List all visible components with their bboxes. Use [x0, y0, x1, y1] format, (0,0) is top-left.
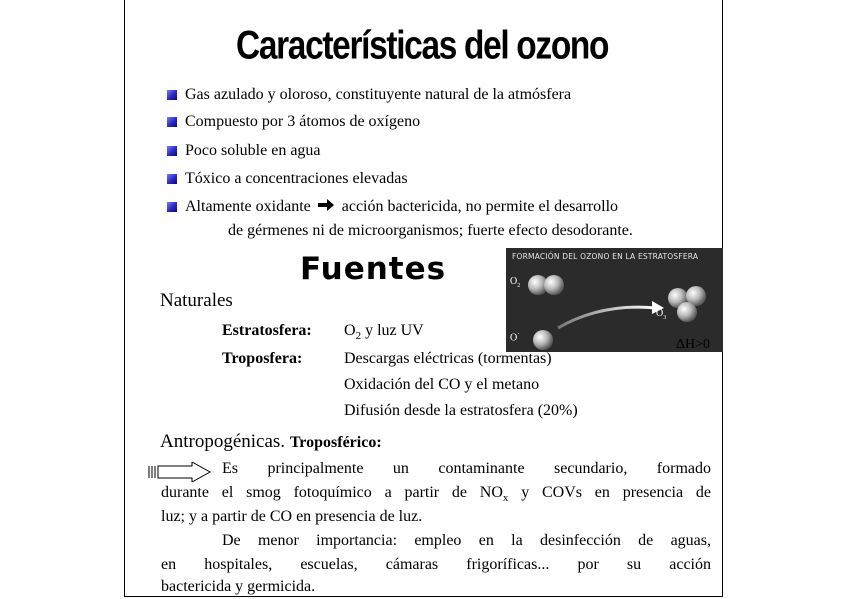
antropogenicas-heading — [160, 431, 382, 453]
antropogenicas-label: Antropogénicas. — [160, 431, 286, 452]
bullet-text: Poco soluble en agua — [185, 142, 321, 159]
paragraph1-line1: Es principalmente un contaminante secundario, formado — [222, 460, 711, 477]
bullet-text: Gas azulado y oloroso, constituyente natural de la atmósfera — [185, 86, 572, 103]
right-arrow-icon — [318, 198, 335, 212]
bullet-square-icon — [167, 202, 177, 212]
bullet-square-icon — [167, 90, 177, 100]
o2-label: $O_2$ — [510, 276, 521, 289]
troposfera-item: Oxidación del CO y el metano — [344, 376, 540, 393]
paragraph1-line3: luz; y a partir de CO en presencia de luz. — [161, 508, 423, 525]
estratosfera-text: $O_2$ y luz UV — [344, 322, 424, 343]
naturales-heading: Naturales — [160, 290, 233, 311]
paragraph2-line1: De menor importancia: empleo en la desinfección de aguas, — [222, 532, 711, 549]
troposfera-item: Descargas eléctricas (tormentas) — [344, 350, 552, 367]
bullet-text-part: Altamente oxidante — [185, 198, 311, 215]
bullet-square-icon — [167, 174, 177, 184]
bullet-text: Tóxico a concentraciones elevadas — [185, 170, 408, 187]
page-title: Características del ozono — [236, 24, 609, 69]
o3-label: $O_3$ — [656, 308, 667, 321]
bullet-text — [185, 198, 618, 216]
estratosfera-label: Estratosfera: — [222, 322, 312, 339]
troposfera-label: Troposfera: — [222, 350, 303, 367]
troposferico-label: Troposférico: — [289, 434, 382, 451]
o-radical-label: O· — [510, 330, 520, 344]
section-heading-fuentes: Fuentes — [300, 251, 447, 287]
bullet-text: Compuesto por 3 átomos de oxígeno — [185, 113, 421, 130]
delta-h-label: ΔH>0 — [676, 337, 711, 352]
paragraph2-line2: en hospitales, escuelas, cámaras frigoríficas... por su acción — [161, 556, 711, 573]
troposfera-item: Difusión desde la estratosfera (20%) — [344, 402, 578, 419]
hollow-right-arrow-icon — [148, 462, 212, 482]
bullet-square-icon — [167, 117, 177, 127]
paragraph2-line3: bactericida y germicida. — [161, 578, 316, 595]
bullet-text-part: acción bactericida, no permite el desarrollo — [341, 198, 619, 215]
paragraph1-line2: durante el smog fotoquímico a partir de $NO_x$ y COVs en presencia de — [161, 484, 711, 505]
bullet-square-icon — [167, 146, 177, 156]
figure-caption: FORMACIÓN DEL OZONO EN LA ESTRATOSFERA — [512, 252, 699, 261]
bullet-continuation: de gérmenes ni de microorganismos; fuerte efecto desodorante. — [228, 222, 633, 239]
